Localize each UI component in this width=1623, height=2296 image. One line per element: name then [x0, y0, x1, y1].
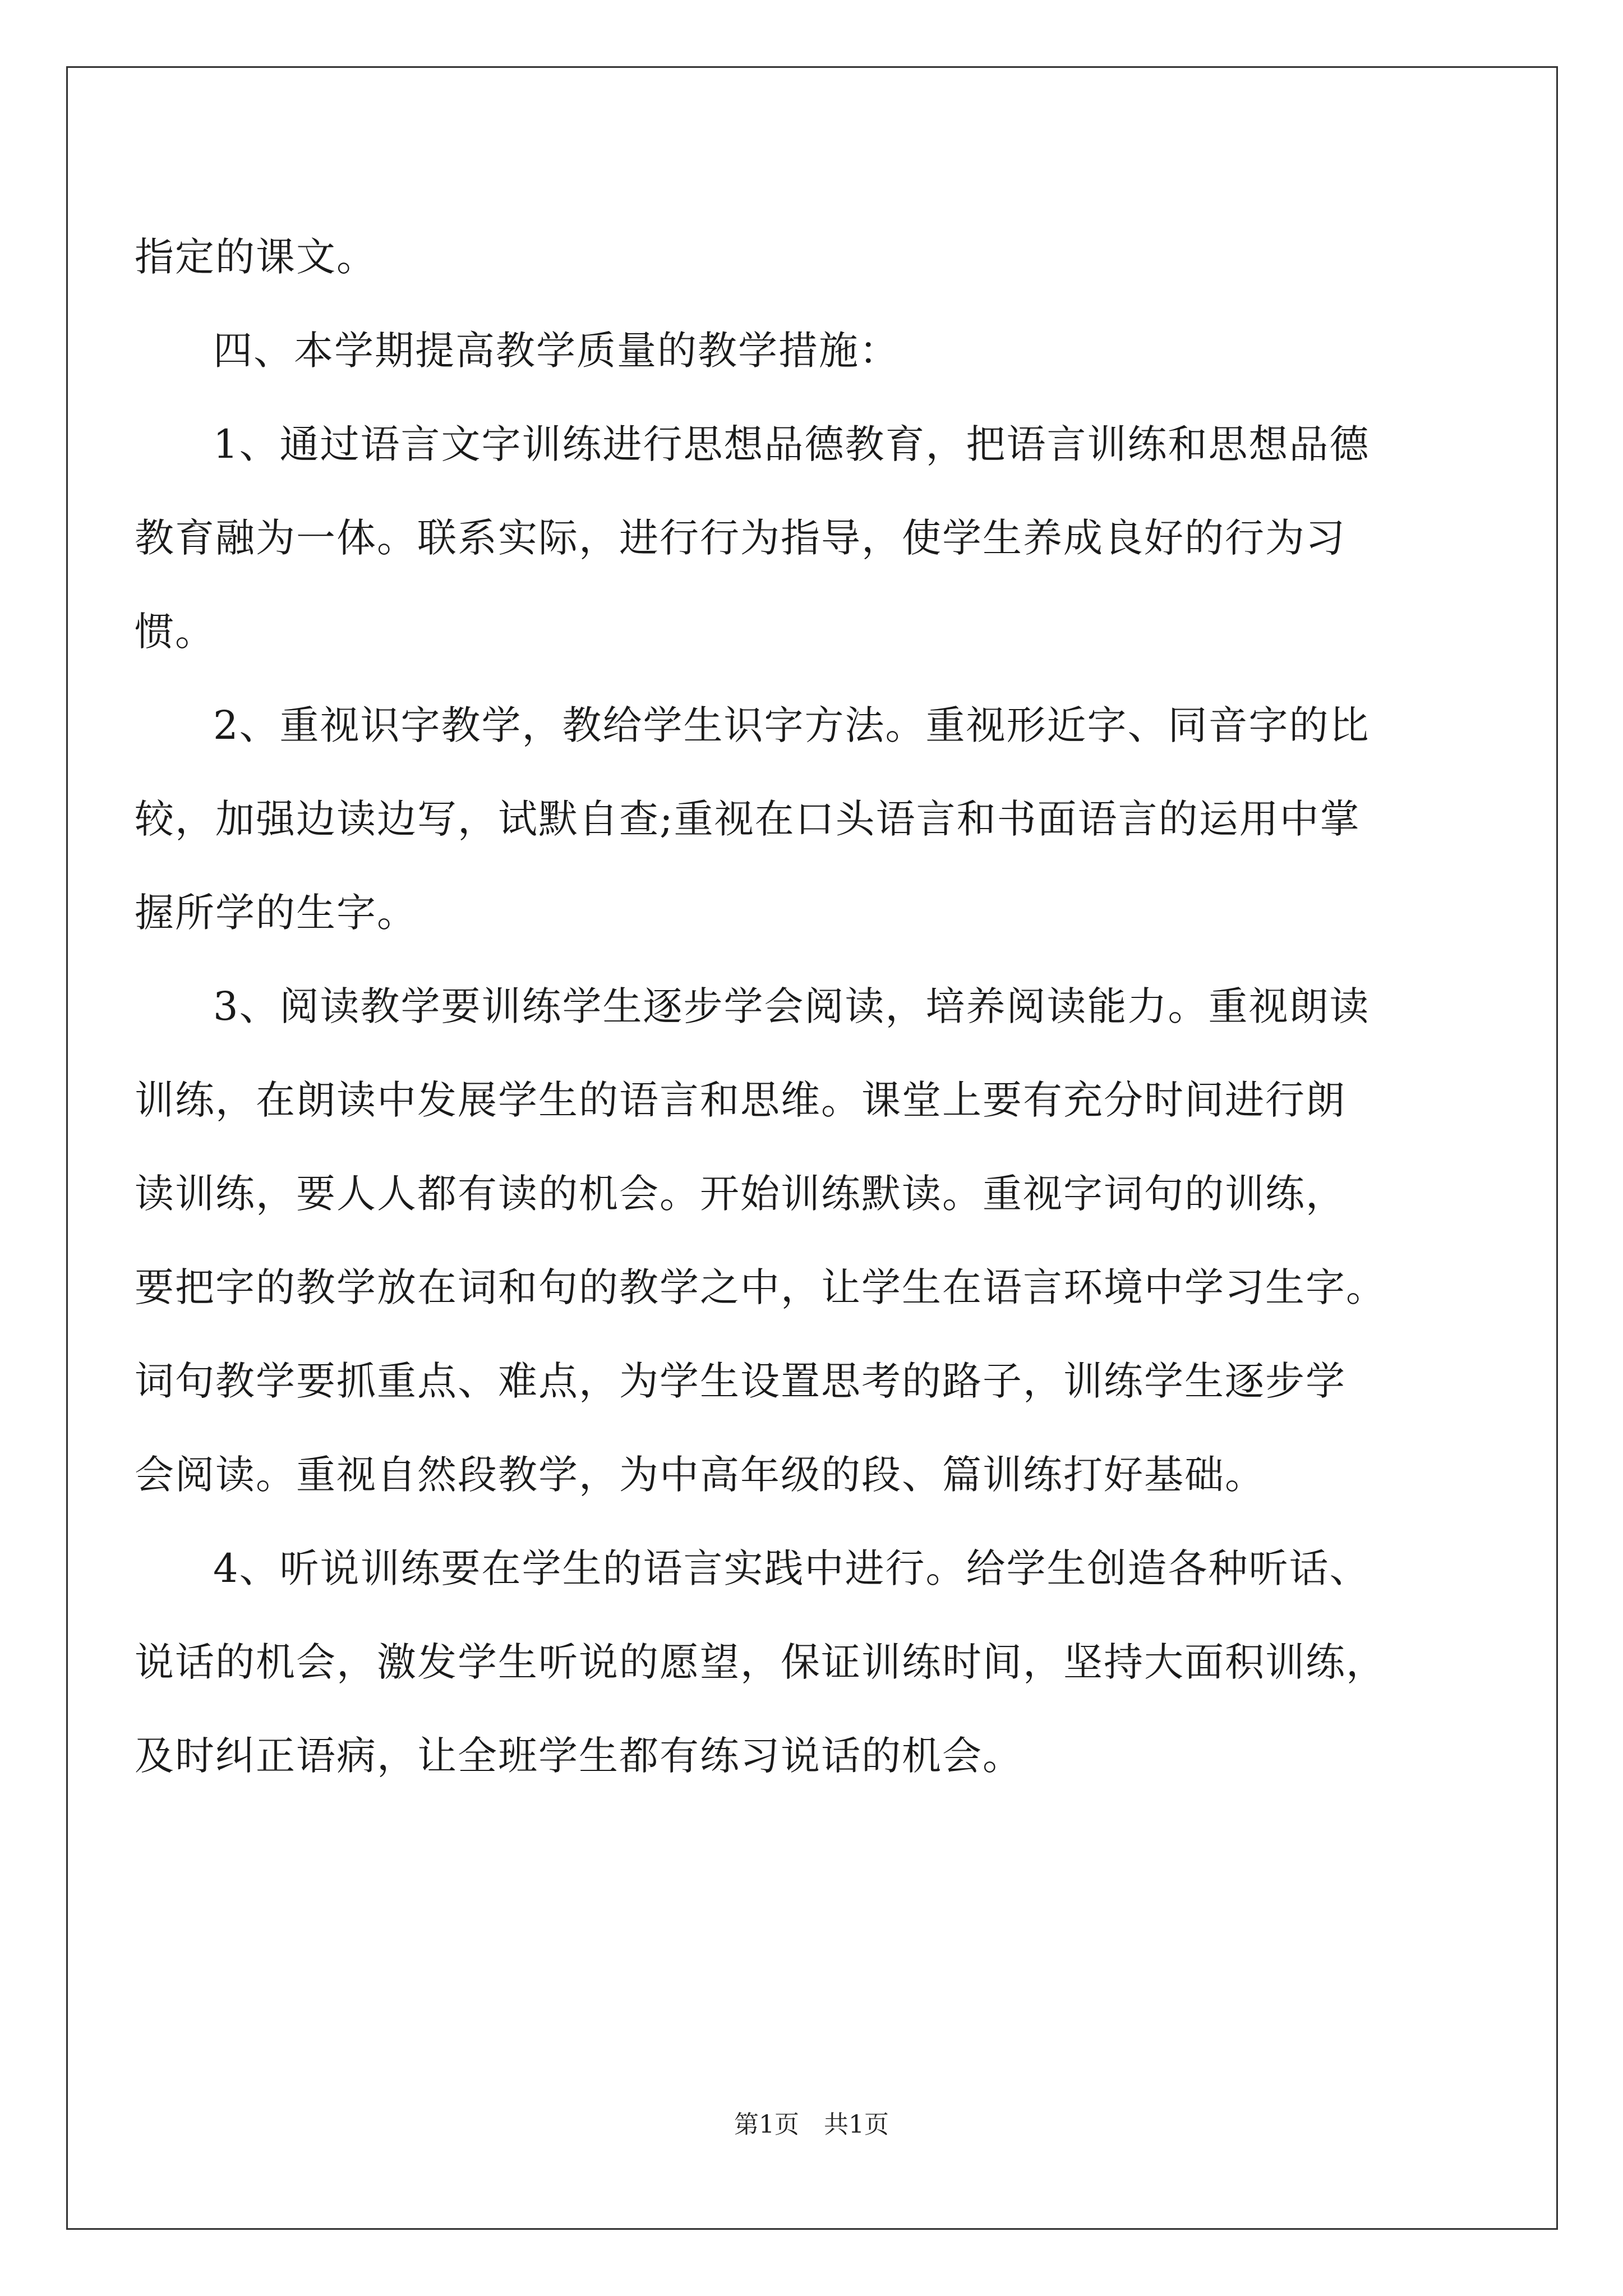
text-line: 惯。 — [135, 609, 215, 655]
text-line: 指定的课文。 — [135, 234, 377, 280]
text-line: 训练，在朗读中发展学生的语言和思维。课堂上要有充分时间进行朗 — [135, 1077, 1346, 1123]
text-line: 会阅读。重视自然段教学，为中高年级的段、篇训练打好基础。 — [135, 1452, 1265, 1498]
section-heading: 四、本学期提高教学质量的教学措施： — [213, 328, 900, 374]
text-line: 握所学的生字。 — [135, 890, 417, 936]
text-line: 4、听说训练要在学生的语言实践中进行。给学生创造各种听话、 — [213, 1545, 1370, 1591]
page-number: 第1页 共1页 — [734, 2110, 889, 2139]
text-line: 词句教学要抓重点、难点，为学生设置思考的路子，训练学生逐步学 — [135, 1358, 1346, 1404]
page-border — [66, 66, 1558, 2230]
text-line: 1、通过语言文字训练进行思想品德教育，把语言训练和思想品德 — [213, 421, 1370, 467]
text-line: 2、重视识字教学，教给学生识字方法。重视形近字、同音字的比 — [213, 702, 1370, 748]
text-line: 要把字的教学放在词和句的教学之中，让学生在语言环境中学习生字。 — [135, 1264, 1386, 1310]
text-line: 及时纠正语病，让全班学生都有练习说话的机会。 — [135, 1733, 1023, 1779]
text-line: 读训练，要人人都有读的机会。开始训练默读。重视字词句的训练， — [135, 1171, 1346, 1217]
text-line: 教育融为一体。联系实际，进行行为指导，使学生养成良好的行为习 — [135, 515, 1346, 561]
text-line: 较，加强边读边写，试默自查;重视在口头语言和书面语言的运用中掌 — [135, 796, 1361, 842]
text-line: 3、阅读教学要训练学生逐步学会阅读，培养阅读能力。重视朗读 — [213, 983, 1370, 1029]
text-line: 说话的机会，激发学生听说的愿望，保证训练时间，坚持大面积训练， — [135, 1639, 1386, 1685]
